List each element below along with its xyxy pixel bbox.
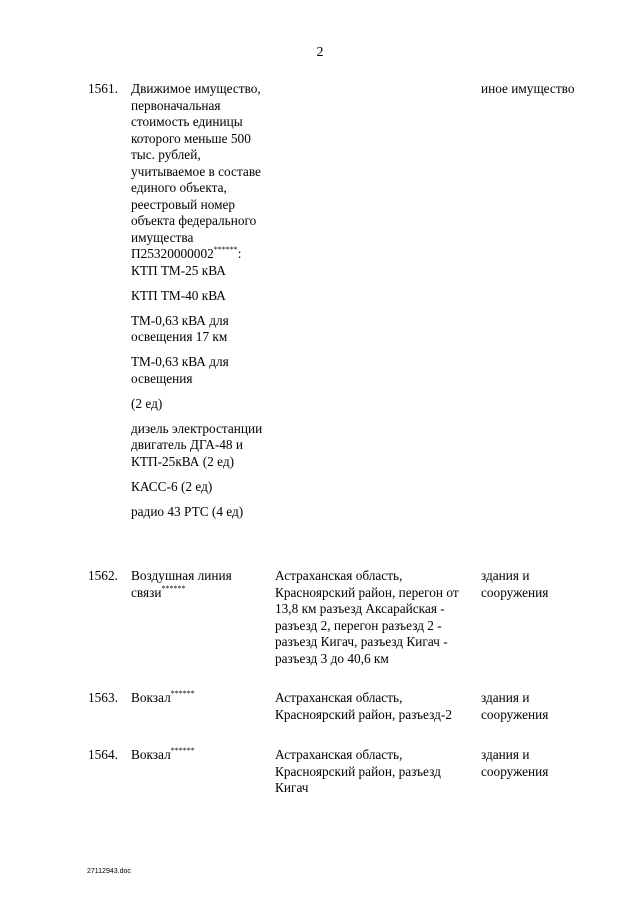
name-text: Движимое имущество, первоначальная стоимость единицы которого меньше 500 тыс. рублей, учитываемое в составе единого объекта, реестровый номер объекта федерального имущества П25320000002 (131, 81, 261, 261)
property-item: дизель электростанции двигатель ДГА-48 и КТП-25кВА (2 ед) (131, 420, 263, 469)
property-address: Астраханская область, Красноярский район, разъезд-2 (275, 690, 452, 722)
property-address: Астраханская область, Красноярский район, разъезд Кигач (275, 747, 441, 795)
row-number: 1563. (88, 690, 118, 705)
property-name (131, 568, 269, 601)
name-text: Вокзал (131, 690, 171, 705)
name-suffix: : КТП ТМ-25 кВА (131, 246, 242, 278)
property-item: радио 43 РТС (4 ед) (131, 503, 244, 519)
property-item: ТМ-0,63 кВА для освещения 17 км (131, 312, 229, 344)
name-text: Вокзал (131, 747, 171, 762)
property-kind: здания и сооружения (481, 747, 549, 779)
property-item: ТМ-0,63 кВА для освещения (131, 354, 229, 386)
property-name (131, 81, 269, 529)
property-item: КТП ТМ-40 кВА (131, 287, 226, 303)
property-item: КАСС-6 (2 ед) (131, 478, 213, 494)
footnote-mark: ****** (161, 583, 186, 593)
page-number: 2 (316, 45, 324, 60)
property-name (131, 747, 269, 764)
row-number: 1562. (88, 568, 118, 583)
footnote-mark: ****** (170, 689, 195, 698)
row-number: 1561. (88, 81, 118, 96)
footnote-mark: ****** (213, 245, 238, 254)
property-name-main (131, 81, 269, 279)
property-item: (2 ед) (131, 395, 163, 411)
footnote-mark: ****** (170, 746, 195, 755)
property-kind: здания и сооружения (481, 690, 549, 722)
name-text: Воздушная линия связи (131, 568, 232, 600)
row-number: 1564. (88, 747, 118, 762)
property-kind: здания и сооружения (481, 568, 549, 600)
file-name-footer: 27112943.doc (87, 868, 131, 875)
property-name (131, 690, 269, 707)
property-kind: иное имущество (481, 81, 575, 96)
property-address: Астраханская область, Красноярский район, перегон от 13,8 км разъезд Аксарайская - разъезд 2, перегон разъезд 2 - разъезд Кигач, разъезд Кигач - разъезд 3 до 40,6 км (275, 568, 459, 666)
